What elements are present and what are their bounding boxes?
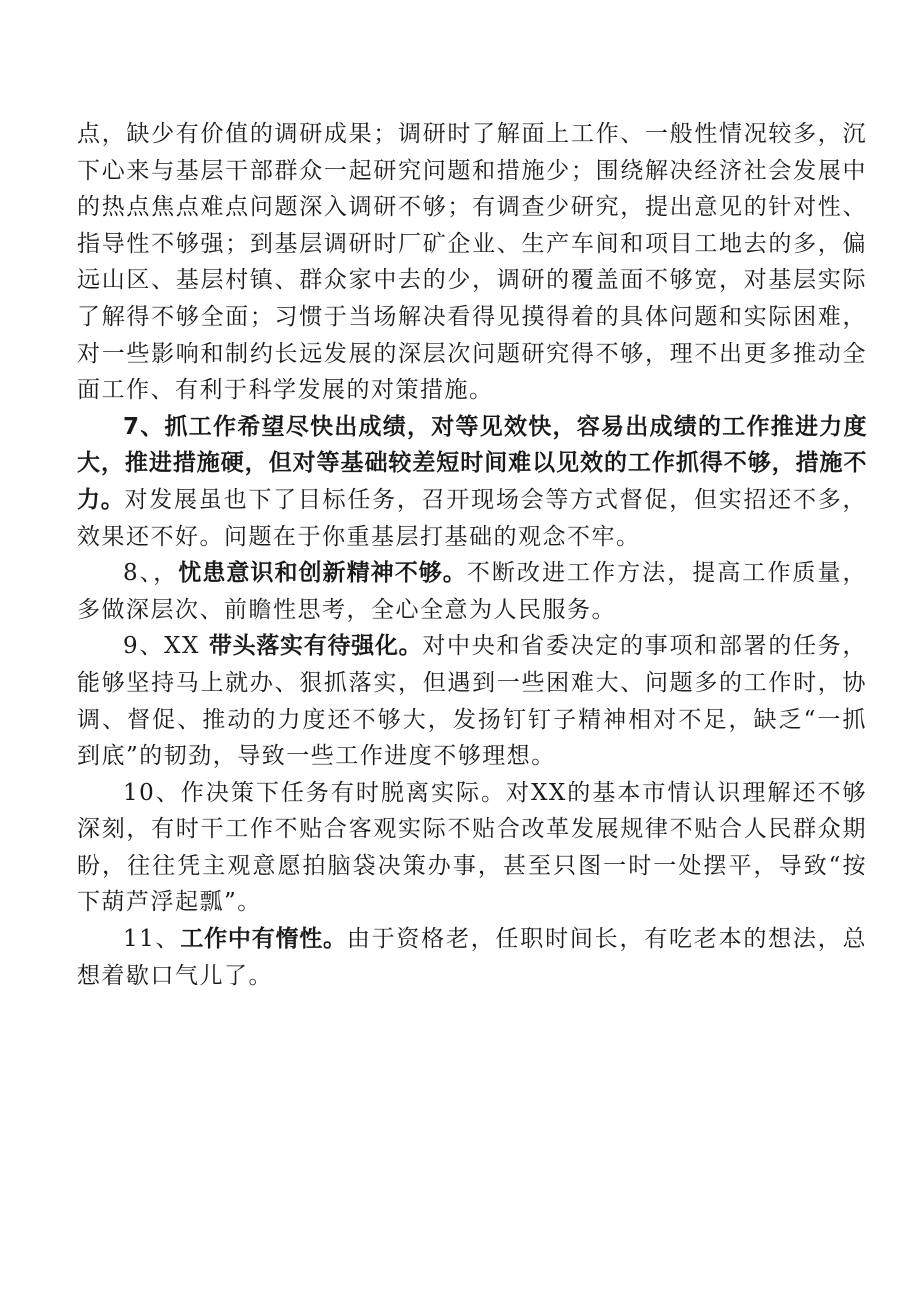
paragraph-7 [77, 409, 867, 555]
document-page [77, 116, 867, 994]
paragraph-body: 点，缺少有价值的调研成果；调研时了解面上工作、一般性情况较多，沉下心来与基层干部群众一起研究问题和措施少；围绕解决经济社会发展中的热点焦点难点问题深入调研不够；有调查少研究，提出意见的针对性、指导性不够强；到基层调研时厂矿企业、生产车间和项目工地去的多，偏远山区、基层村镇、群众家中去的少，调研的覆盖面不够宽，对基层实际了解得不够全面；习惯于当场解决看得见摸得着的具体问题和实际困难，对一些影响和制约长远发展的深层次问题研究得不够，理不出更多推动全面工作、有利于科学发展的对策措施。 [77, 121, 867, 404]
paragraph-heading: 带头落实有待强化。 [208, 633, 423, 660]
paragraph-number: 8、， [123, 560, 179, 587]
paragraph-10 [77, 775, 867, 921]
paragraph-heading: 7、抓工作希望尽快出成绩，对等见效快，容易出成绩的工作推进力度大，推进措施硬，但对等基础较差短时间难以见效的工作抓得不够，措施不力。 [77, 413, 867, 513]
paragraph-8 [77, 555, 867, 628]
paragraph-body: 由于资格老，任职时间长，有吃老本的想法，总想着歇口气儿了。 [77, 926, 867, 989]
paragraph-body: 对发展虽也下了目标任务，召开现场会等方式督促，但实招还不多，效果还不好。问题在于你重基层打基础的观念不牢。 [77, 486, 868, 550]
paragraph-heading: 工作中有惰性。 [180, 926, 347, 953]
paragraph-heading: 忧患意识和创新精神不够。 [178, 560, 467, 587]
paragraph-body: 不断改进工作方法，提高工作质量，多做深层次、前瞻性思考，全心全意为人民服务。 [77, 560, 868, 623]
paragraph-body: 10、作决策下任务有时脱离实际。对XX的基本市情认识理解还不够深刻，有时干工作不贴合客观实际不贴合改革发展规律不贴合人民群众期盼，往往凭主观意愿拍脑袋决策办事，甚至只图一时一处摆平，导致“按下葫芦浮起瓢”。 [77, 779, 867, 916]
paragraph-number: 9、XX [123, 633, 209, 660]
paragraph-number: 11、 [123, 926, 181, 953]
paragraph-11 [77, 921, 867, 994]
paragraph-9 [77, 628, 867, 774]
paragraph-6-continued [77, 116, 867, 409]
paragraph-body: 对中央和省委决定的事项和部署的任务，能够坚持马上就办、狠抓落实，但遇到一些困难大、问题多的工作时，协调、督促、推动的力度还不够大，发扬钉钉子精神相对不足，缺乏“一抓到底”的韧劲，导致一些工作进度不够理想。 [77, 633, 868, 770]
